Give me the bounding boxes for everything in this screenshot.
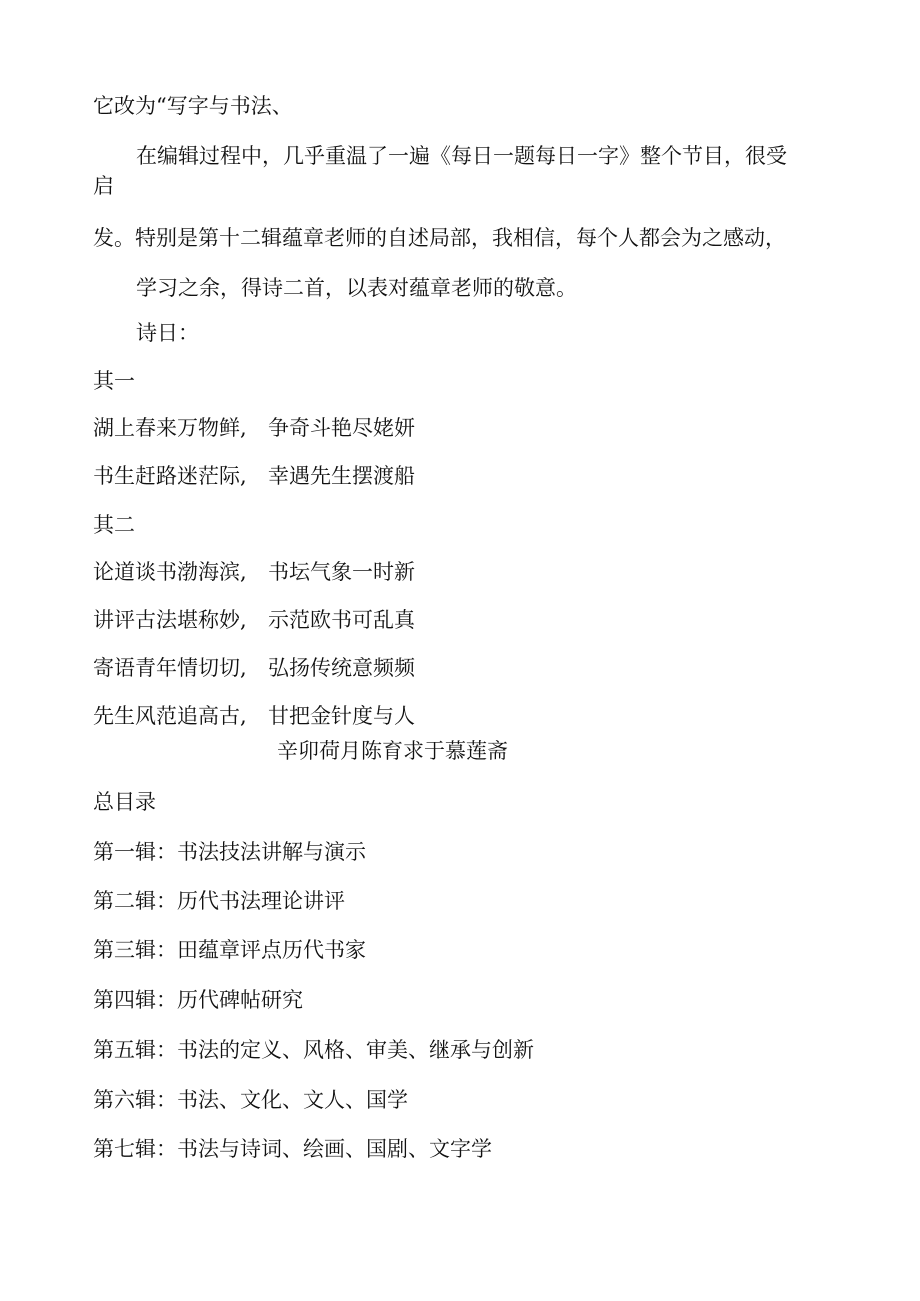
poem1-line-2-second-half: 幸遇先生摆渡船 bbox=[268, 464, 415, 488]
poem1-line-1-second-half: 争奇斗艳尽姥妍 bbox=[268, 416, 415, 440]
poem2-line-2-second-half: 示范欧书可乱真 bbox=[268, 608, 415, 632]
signature: 辛卯荷月陈育求于慕莲斋 bbox=[277, 739, 508, 763]
poem1-heading: 其一 bbox=[93, 369, 135, 393]
poem1-line bbox=[93, 416, 415, 440]
poem2-line-3-second-half: 弘扬传统意频频 bbox=[268, 656, 415, 680]
intro-line-3: 启 bbox=[93, 174, 114, 198]
poem2-line-3-first-half: 寄语青年情切切, bbox=[93, 656, 247, 680]
toc-item: 第七辑：书法与诗词、绘画、国剧、文字学 bbox=[93, 1137, 492, 1161]
poem2-line-2-first-half: 讲评古法堪称妙, bbox=[93, 608, 247, 632]
poem2-line-1-first-half: 论道谈书渤海滨, bbox=[93, 560, 247, 584]
toc-item: 第一辑：书法技法讲解与演示 bbox=[93, 840, 366, 864]
intro-line-4: 发。特别是第十二辑蕴章老师的自述局部，我相信，每个人都会为之感动， bbox=[93, 226, 786, 250]
poem2-line-4-first-half: 先生风范追高古, bbox=[93, 704, 247, 728]
poem1-line bbox=[93, 464, 415, 488]
poem2-line-4-second-half: 甘把金针度与人 bbox=[268, 704, 415, 728]
poem1-line-1-first-half: 湖上春来万物鲜, bbox=[93, 416, 247, 440]
intro-line-5: 学习之余，得诗二首，以表对蕴章老师的敬意。 bbox=[136, 276, 577, 300]
toc-item: 第四辑：历代碑帖研究 bbox=[93, 988, 303, 1012]
toc-item: 第二辑：历代书法理论讲评 bbox=[93, 889, 345, 913]
toc-title: 总目录 bbox=[93, 790, 156, 814]
poem2-line-1-second-half: 书坛气象一时新 bbox=[268, 560, 415, 584]
toc-item: 第六辑：书法、文化、文人、国学 bbox=[93, 1088, 408, 1112]
poem2-line bbox=[93, 560, 415, 584]
poem2-heading: 其二 bbox=[93, 513, 135, 537]
intro-line-2: 在编辑过程中，几乎重温了一遍《每日一题每日一字》整个节目，很受 bbox=[136, 144, 787, 168]
poem2-line bbox=[93, 656, 415, 680]
poem1-line-2-first-half: 书生赶路迷茫际, bbox=[93, 464, 247, 488]
intro-line-1: 它改为“写字与书法、 bbox=[93, 94, 293, 118]
poem2-line bbox=[93, 608, 415, 632]
toc-item: 第三辑：田蕴章评点历代书家 bbox=[93, 938, 366, 962]
intro-line-6: 诗日： bbox=[136, 321, 199, 345]
poem2-line bbox=[93, 704, 415, 728]
toc-item: 第五辑：书法的定义、风格、审美、继承与创新 bbox=[93, 1038, 534, 1062]
